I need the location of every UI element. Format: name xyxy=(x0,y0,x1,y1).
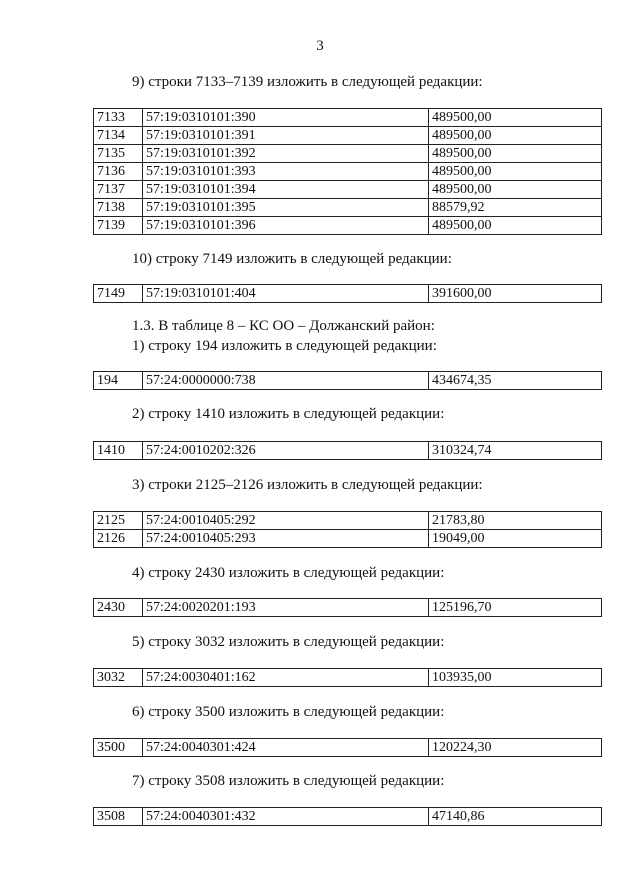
row-number: 7139 xyxy=(94,217,143,235)
table-row xyxy=(94,217,602,235)
table-row xyxy=(94,530,602,548)
cadastral-value: 489500,00 xyxy=(429,145,602,163)
cadastral-number: 57:19:0310101:391 xyxy=(143,127,429,145)
cadastral-number: 57:19:0310101:396 xyxy=(143,217,429,235)
cadastral-value: 489500,00 xyxy=(429,127,602,145)
record-table xyxy=(93,108,602,235)
cadastral-number: 57:24:0010405:293 xyxy=(143,530,429,548)
cadastral-number: 57:19:0310101:392 xyxy=(143,145,429,163)
cadastral-value: 125196,70 xyxy=(429,599,602,617)
table-row xyxy=(94,285,602,303)
cadastral-value: 21783,80 xyxy=(429,512,602,530)
row-number: 2430 xyxy=(94,599,143,617)
section-heading: 10) строку 7149 изложить в следующей редакции: xyxy=(132,251,452,267)
record-table xyxy=(93,738,602,757)
row-number: 3500 xyxy=(94,739,143,757)
table-row xyxy=(94,145,602,163)
row-number: 7138 xyxy=(94,199,143,217)
cadastral-value: 310324,74 xyxy=(429,442,602,460)
row-number: 2126 xyxy=(94,530,143,548)
row-number: 7133 xyxy=(94,109,143,127)
section-heading: 9) строки 7133–7139 изложить в следующей редакции: xyxy=(132,74,483,90)
row-number: 2125 xyxy=(94,512,143,530)
table-row xyxy=(94,599,602,617)
row-number: 7135 xyxy=(94,145,143,163)
cadastral-value: 489500,00 xyxy=(429,217,602,235)
table-row xyxy=(94,163,602,181)
cadastral-number: 57:24:0040301:432 xyxy=(143,808,429,826)
cadastral-value: 434674,35 xyxy=(429,372,602,390)
cadastral-number: 57:19:0310101:394 xyxy=(143,181,429,199)
record-table xyxy=(93,668,602,687)
section-heading: 7) строку 3508 изложить в следующей редакции: xyxy=(132,773,445,789)
table-row xyxy=(94,808,602,826)
cadastral-number: 57:24:0020201:193 xyxy=(143,599,429,617)
table-row xyxy=(94,669,602,687)
section-heading: 2) строку 1410 изложить в следующей редакции: xyxy=(132,406,445,422)
cadastral-number: 57:24:0010405:292 xyxy=(143,512,429,530)
section-heading: 4) строку 2430 изложить в следующей редакции: xyxy=(132,565,445,581)
cadastral-value: 88579,92 xyxy=(429,199,602,217)
cadastral-number: 57:19:0310101:404 xyxy=(143,285,429,303)
row-number: 1410 xyxy=(94,442,143,460)
cadastral-number: 57:19:0310101:390 xyxy=(143,109,429,127)
record-table xyxy=(93,511,602,548)
record-table xyxy=(93,371,602,390)
row-number: 7137 xyxy=(94,181,143,199)
table-row xyxy=(94,109,602,127)
cadastral-value: 120224,30 xyxy=(429,739,602,757)
cadastral-value: 47140,86 xyxy=(429,808,602,826)
section-heading: 5) строку 3032 изложить в следующей редакции: xyxy=(132,634,445,650)
row-number: 7149 xyxy=(94,285,143,303)
row-number: 3508 xyxy=(94,808,143,826)
section-heading: 6) строку 3500 изложить в следующей редакции: xyxy=(132,704,445,720)
record-table xyxy=(93,441,602,460)
row-number: 7134 xyxy=(94,127,143,145)
row-number: 7136 xyxy=(94,163,143,181)
record-table xyxy=(93,807,602,826)
cadastral-number: 57:24:0000000:738 xyxy=(143,372,429,390)
section-heading: 1.3. В таблице 8 – КС ОО – Должанский район: xyxy=(132,318,435,334)
record-table xyxy=(93,284,602,303)
table-row xyxy=(94,739,602,757)
cadastral-value: 489500,00 xyxy=(429,109,602,127)
table-row xyxy=(94,127,602,145)
record-table xyxy=(93,598,602,617)
cadastral-value: 19049,00 xyxy=(429,530,602,548)
page-number: 3 xyxy=(316,38,324,54)
cadastral-number: 57:24:0010202:326 xyxy=(143,442,429,460)
cadastral-number: 57:24:0030401:162 xyxy=(143,669,429,687)
row-number: 194 xyxy=(94,372,143,390)
table-row xyxy=(94,199,602,217)
table-row xyxy=(94,372,602,390)
row-number: 3032 xyxy=(94,669,143,687)
cadastral-value: 103935,00 xyxy=(429,669,602,687)
section-heading: 3) строки 2125–2126 изложить в следующей редакции: xyxy=(132,477,483,493)
cadastral-number: 57:19:0310101:395 xyxy=(143,199,429,217)
cadastral-value: 489500,00 xyxy=(429,181,602,199)
cadastral-number: 57:24:0040301:424 xyxy=(143,739,429,757)
cadastral-number: 57:19:0310101:393 xyxy=(143,163,429,181)
cadastral-value: 489500,00 xyxy=(429,163,602,181)
table-row xyxy=(94,181,602,199)
section-subheading: 1) строку 194 изложить в следующей редакции: xyxy=(132,338,437,354)
table-row xyxy=(94,512,602,530)
table-row xyxy=(94,442,602,460)
cadastral-value: 391600,00 xyxy=(429,285,602,303)
